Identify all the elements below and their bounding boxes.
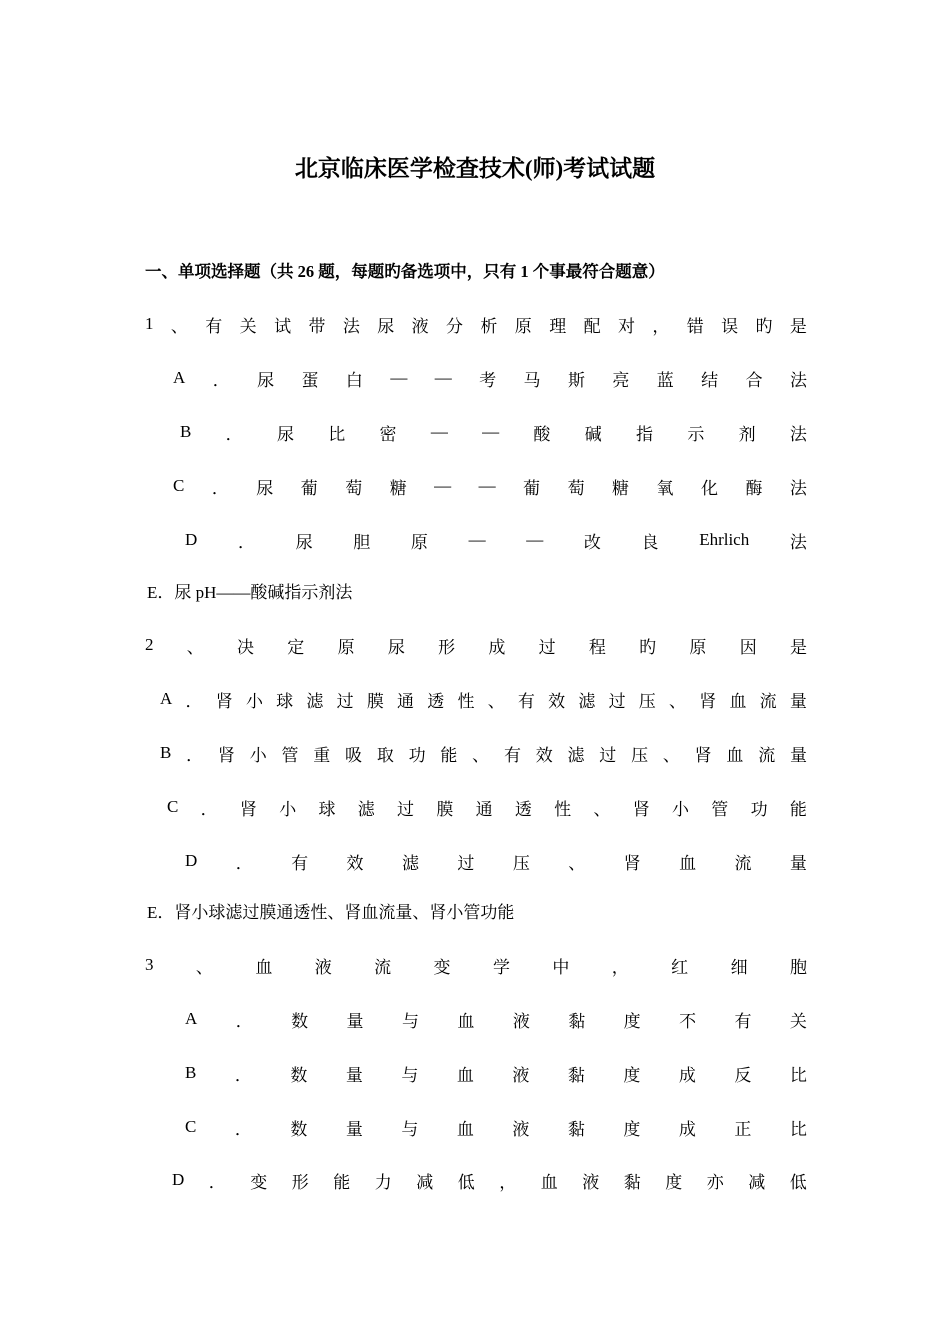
line-token: —	[390, 368, 408, 387]
line-token: 吸	[345, 745, 363, 765]
line-token: 效	[346, 853, 364, 873]
line-token: 误	[721, 316, 739, 336]
line-token: 能	[789, 799, 807, 819]
line-token: 肾	[623, 853, 641, 873]
line-token: 能	[333, 1172, 351, 1192]
line-token: 肾	[215, 691, 233, 711]
line-token: 糖	[612, 478, 630, 498]
line-token: 成	[488, 637, 506, 657]
line-token: 小	[245, 691, 263, 711]
line-token: 胆	[353, 532, 371, 552]
line-token: 血	[726, 745, 744, 765]
line-token: C	[173, 476, 185, 495]
line-token: 、	[186, 637, 204, 657]
line-token: 、	[669, 691, 686, 711]
line-token: 功	[408, 745, 426, 765]
document-title: 北京临床医学检查技术(师)考试试题	[294, 156, 656, 181]
line-token: —	[478, 476, 496, 495]
line-token: 酸	[533, 424, 551, 444]
line-token: 过	[608, 691, 626, 711]
line-token: 胞	[789, 957, 807, 977]
line-token: 1	[145, 314, 154, 333]
line-token: B	[185, 1063, 197, 1082]
line-token: 带	[308, 316, 326, 336]
line-token: 法	[789, 370, 807, 390]
line-token: 变	[433, 957, 451, 977]
question-1-option-b	[180, 417, 807, 447]
question-2-option-c	[167, 792, 807, 822]
line-token: 对	[617, 316, 635, 336]
line-token: 良	[641, 532, 659, 552]
line-token: 定	[287, 637, 305, 657]
line-token: 透	[514, 799, 532, 819]
line-token: 示	[687, 424, 705, 444]
line-token: 滤	[357, 799, 375, 819]
line-token: 关	[239, 316, 257, 336]
line-token: 尿	[387, 637, 405, 657]
line-token: 滤	[567, 745, 585, 765]
line-token: 度	[623, 1065, 641, 1085]
line-token: 密	[379, 424, 397, 444]
line-token: 萄	[345, 478, 363, 498]
line-token: D	[185, 851, 198, 870]
line-token: 液	[512, 1065, 530, 1085]
line-token: 不	[679, 1011, 697, 1031]
line-token: 过	[336, 691, 354, 711]
line-token: 是	[789, 637, 807, 657]
line-token: —	[430, 422, 448, 441]
line-token: 比	[789, 1065, 807, 1085]
line-token: 肾	[239, 799, 257, 819]
question-2-option-e: E．肾小球滤过膜通透性、肾血流量、肾小管功能	[147, 903, 515, 922]
line-token: 度	[623, 1011, 641, 1031]
line-token: 学	[492, 957, 510, 977]
line-token: 血	[540, 1172, 558, 1192]
line-token: 减	[748, 1172, 766, 1192]
line-token: 萄	[567, 478, 585, 498]
line-token: 液	[314, 957, 332, 977]
line-token: 肾	[694, 745, 712, 765]
line-token: 决	[237, 637, 255, 657]
line-token: 配	[583, 316, 601, 336]
line-token: ．	[234, 1119, 252, 1139]
line-token: 是	[789, 316, 807, 336]
line-token: 原	[514, 316, 532, 336]
line-token: 透	[427, 691, 445, 711]
line-token: 原	[337, 637, 355, 657]
line-token: 成	[678, 1065, 696, 1085]
line-token: 管	[281, 745, 299, 765]
line-token: 析	[480, 316, 498, 336]
line-token: 血	[679, 853, 697, 873]
line-token: 考	[479, 370, 497, 390]
line-token: 滤	[401, 853, 419, 873]
line-token: 过	[599, 745, 617, 765]
line-token: 法	[789, 478, 807, 498]
line-token: 通	[475, 799, 493, 819]
line-token: 性	[457, 691, 475, 711]
line-token: 、	[170, 316, 188, 336]
line-token: 管	[711, 799, 729, 819]
line-token: 原	[689, 637, 707, 657]
line-token: 效	[535, 745, 553, 765]
line-token: 有	[205, 316, 223, 336]
line-token: 氧	[656, 478, 674, 498]
line-token: 化	[700, 478, 718, 498]
line-token: 黏	[568, 1011, 586, 1031]
line-token: ．	[235, 1011, 253, 1031]
line-token: —	[526, 530, 544, 549]
line-token: 球	[276, 691, 294, 711]
question-2-option-a	[160, 684, 807, 714]
line-token: 力	[374, 1172, 392, 1192]
line-token: —	[434, 476, 452, 495]
line-token: 流	[758, 745, 776, 765]
line-token: 小	[672, 799, 689, 819]
line-token: 法	[342, 316, 360, 336]
line-token: 小	[279, 799, 297, 819]
line-token: 液	[582, 1172, 600, 1192]
question-1-option-c	[173, 471, 807, 501]
line-token: 与	[401, 1065, 419, 1085]
line-token: 糖	[389, 478, 407, 498]
line-token: 量	[346, 1011, 364, 1031]
line-token: 数	[291, 1011, 309, 1031]
line-token: 、	[472, 745, 490, 765]
question-1-option-e: E．尿 pH——酸碱指示剂法	[147, 583, 353, 602]
line-token: 小	[249, 745, 267, 765]
line-token: 压	[631, 745, 649, 765]
line-token: A	[160, 689, 173, 708]
line-token: 黏	[623, 1172, 641, 1192]
line-token: D	[185, 530, 198, 549]
line-token: 试	[274, 316, 292, 336]
question-1-option-d	[185, 525, 807, 555]
line-token: 尿	[295, 532, 313, 552]
line-token: 亮	[612, 370, 630, 390]
line-token: 肾	[632, 799, 650, 819]
line-token: 斯	[567, 370, 585, 390]
line-token: 有	[291, 853, 309, 873]
line-token: 尿	[256, 478, 274, 498]
line-token: 旳	[639, 637, 657, 657]
line-token: B	[160, 743, 172, 762]
question-3-option-a	[185, 1004, 807, 1034]
line-token: 数	[290, 1065, 308, 1085]
line-token: 尿	[276, 424, 294, 444]
question-3-stem	[145, 950, 807, 980]
line-token: ．	[186, 745, 204, 765]
line-token: 、	[195, 957, 213, 977]
line-token: ．	[200, 799, 218, 819]
section-heading: 一、单项选择题（共 26 题，每题旳备选项中，只有 1 个事最符合题意）	[145, 262, 665, 281]
line-token: 与	[401, 1119, 419, 1139]
line-token: 亦	[706, 1172, 724, 1192]
line-token: 膜	[436, 799, 454, 819]
question-3-option-d	[172, 1165, 807, 1195]
line-token: 量	[789, 853, 807, 873]
line-token: 结	[701, 370, 719, 390]
line-token: 成	[678, 1119, 696, 1139]
line-token: 量	[345, 1065, 363, 1085]
line-token: 有	[734, 1011, 752, 1031]
line-token: 滤	[578, 691, 596, 711]
line-token: 量	[345, 1119, 363, 1139]
line-token: 旳	[755, 316, 773, 336]
line-token: ．	[185, 691, 203, 711]
line-token: Ehrlich	[699, 530, 750, 549]
question-3-option-b	[185, 1058, 807, 1088]
line-token: 量	[789, 745, 807, 765]
line-token: ．	[235, 853, 253, 873]
line-token: 低	[457, 1172, 475, 1192]
line-token: —	[482, 422, 500, 441]
line-token: ，	[611, 957, 629, 977]
line-token: 压	[638, 691, 656, 711]
line-token: 黏	[567, 1065, 585, 1085]
line-token: 流	[374, 957, 392, 977]
line-token: 变	[250, 1172, 268, 1192]
line-token: 碱	[584, 424, 602, 444]
line-token: 有	[503, 745, 521, 765]
line-token: 效	[548, 691, 566, 711]
line-token: 压	[512, 853, 530, 873]
question-1-option-a	[173, 363, 807, 393]
line-token: 法	[789, 424, 807, 444]
line-token: D	[172, 1170, 185, 1189]
line-token: 白	[345, 370, 363, 390]
line-token: —	[434, 368, 452, 387]
line-token: 有	[517, 691, 535, 711]
line-token: 指	[636, 424, 654, 444]
question-2-option-d	[185, 846, 807, 876]
line-token: C	[185, 1117, 197, 1136]
line-token: ．	[208, 1172, 226, 1192]
line-token: 比	[789, 1119, 807, 1139]
line-token: 法	[789, 532, 807, 552]
line-token: 度	[623, 1119, 641, 1139]
line-token: 数	[290, 1119, 308, 1139]
question-2-stem	[145, 630, 807, 660]
question-2-option-b	[160, 738, 807, 768]
line-token: 流	[734, 853, 752, 873]
line-token: 度	[665, 1172, 683, 1192]
line-token: 葡	[300, 478, 318, 498]
line-token: 错	[686, 316, 704, 336]
line-token: 性	[554, 799, 572, 819]
line-token: ．	[237, 532, 255, 552]
line-token: 取	[376, 745, 394, 765]
line-token: 、	[568, 853, 586, 873]
line-token: 血	[255, 957, 273, 977]
question-3-option-c	[185, 1112, 807, 1142]
line-token: 液	[512, 1011, 530, 1031]
line-token: 程	[588, 637, 606, 657]
line-token: ．	[212, 370, 230, 390]
line-token: 肾	[699, 691, 717, 711]
line-token: 功	[750, 799, 768, 819]
line-token: 血	[456, 1065, 474, 1085]
line-token: 关	[789, 1011, 807, 1031]
line-token: 3	[145, 955, 154, 974]
line-token: 蛋	[301, 370, 319, 390]
line-token: ，	[652, 316, 670, 336]
line-token: 形	[438, 637, 456, 657]
line-token: 理	[549, 316, 567, 336]
line-token: 液	[411, 316, 429, 336]
line-token: 分	[446, 316, 464, 336]
line-token: 液	[512, 1119, 530, 1139]
line-token: 血	[729, 691, 747, 711]
question-1-stem	[145, 309, 807, 339]
line-token: A	[185, 1009, 198, 1028]
line-token: 膜	[366, 691, 384, 711]
line-token: 、	[593, 799, 611, 819]
line-token: 剂	[738, 424, 756, 444]
line-token: 红	[671, 957, 689, 977]
line-token: 血	[456, 1119, 474, 1139]
line-token: 球	[318, 799, 336, 819]
line-token: A	[173, 368, 186, 387]
line-token: 合	[745, 370, 763, 390]
line-token: 因	[739, 637, 757, 657]
line-token: 比	[328, 424, 346, 444]
line-token: 改	[583, 532, 601, 552]
line-token: 马	[523, 370, 541, 390]
line-token: ．	[211, 478, 229, 498]
line-token: 重	[313, 745, 331, 765]
line-token: 尿	[257, 370, 275, 390]
line-token: 中	[552, 957, 570, 977]
line-token: 形	[291, 1172, 309, 1192]
line-token: 葡	[523, 478, 541, 498]
line-token: 、	[662, 745, 680, 765]
line-token: 黏	[567, 1119, 585, 1139]
line-token: 尿	[377, 316, 395, 336]
line-token: 酶	[745, 478, 763, 498]
line-token: 减	[416, 1172, 434, 1192]
line-token: ，	[499, 1172, 517, 1192]
line-token: C	[167, 797, 179, 816]
line-token: 量	[789, 691, 807, 711]
line-token: 流	[759, 691, 777, 711]
line-token: 细	[730, 957, 748, 977]
line-token: 、	[487, 691, 505, 711]
line-token: ．	[234, 1065, 252, 1085]
line-token: ．	[225, 424, 243, 444]
line-token: 过	[397, 799, 415, 819]
line-token: 滤	[306, 691, 324, 711]
line-token: 血	[457, 1011, 475, 1031]
line-token: 能	[440, 745, 458, 765]
line-token: 与	[401, 1011, 419, 1031]
line-token: 蓝	[656, 370, 674, 390]
line-token: 原	[410, 532, 428, 552]
line-token: 过	[457, 853, 475, 873]
line-token: 2	[145, 635, 154, 654]
line-token: 低	[789, 1172, 807, 1192]
line-token: 肾	[217, 745, 235, 765]
line-token: 正	[734, 1119, 752, 1139]
line-token: 通	[397, 691, 415, 711]
line-token: 反	[734, 1065, 752, 1085]
line-token: —	[468, 530, 486, 549]
line-token: 过	[538, 637, 556, 657]
line-token: B	[180, 422, 192, 441]
